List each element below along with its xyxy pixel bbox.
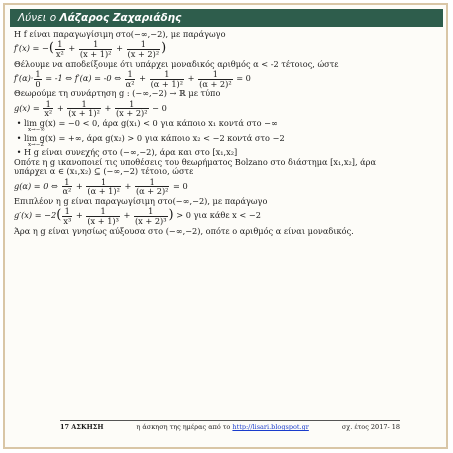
limit-subscript: x→−2 — [28, 142, 44, 149]
bullet-limit-minus-2: • lim g(x) = +∞, άρα g(x₂) > 0 για κάποιο x₂ < −2 κοντά στο −2 x→−2 — [14, 134, 439, 149]
equation-g: g(x) = $\frac{1}{\text{x²}}$ + $\frac{1}{\text{(x + 1)²}}$ + $\frac{1}{\text{(x + 2)²}}$ − 0 — [14, 98, 167, 119]
page-footer — [60, 420, 400, 431]
fraction: $\frac{1}{\text{(x + 2)²}}$ — [127, 39, 160, 60]
header-author: Λάζαρος Ζαχαριάδης — [59, 12, 182, 24]
fraction: $\frac{1}{\text{x²}}$ — [44, 98, 53, 119]
footer-exercise-number: 17 ΑΣΚΗΣΗ — [60, 423, 104, 431]
limit-subscript: x→−∞ — [28, 127, 45, 134]
line-goal: Θέλουμε να αποδείξουμε ότι υπάρχει μοναδικός αριθμός α < -2 τέτοιος, ώστε — [14, 58, 339, 69]
fraction: $\frac{1}{\text{α²}}$ — [62, 176, 72, 197]
bullet-icon: • — [16, 147, 22, 158]
line-derivative-intro: Η f είναι παραγωγίσιμη στο(−∞,−2), με παράγωγο — [14, 29, 226, 39]
footer-link[interactable]: http://lisari.blogspot.gr — [232, 423, 309, 431]
fraction: $\frac{1}{\text{x²}}$ — [55, 39, 64, 60]
fraction: $\frac{1}{\text{(x + 2)²}}$ — [115, 98, 148, 119]
equation-g-alpha: g(α) = 0 ⇔ $\frac{1}{\text{α²}}$ + $\frac{1}{\text{(α + 1)²}}$ + $\frac{1}{\text{(α + 2)²}}$ = 0 — [14, 176, 188, 197]
fraction: $\frac{1}{\text{(x + 1)³}}$ — [87, 206, 119, 226]
line-bolzano: Οπότε η g ικανοποιεί τις υποθέσεις του θεωρήματος Bolzano στο διάστημα [x₁,x₂], άρα — [14, 156, 377, 167]
equation-f-prime-alpha: f′(α)· $\frac{1}{0}$ = -1 ⇔ f′(α) = -0 ⇔ $\frac{1}{\text{α²}}$ + $\frac{1}{\text{(α + 1)²}}$ + $\frac{1}{\text{(α + 2)²}}$ = 0 — [14, 69, 251, 89]
equation-f-prime: f′(x) = −( $\frac{1}{\text{x²}}$ + $\frac{1}{\text{(x + 1)²}}$ + $\frac{1}{\text{(x + 2)²}}$ ) — [14, 39, 167, 60]
fraction: $\frac{1}{\text{(α + 2)²}}$ — [135, 176, 169, 197]
fraction: $\frac{1}{\text{(α + 2)²}}$ — [199, 69, 232, 89]
fraction: $\frac{1}{\text{(x + 2)³}}$ — [134, 206, 167, 226]
bullet-icon: • — [16, 132, 22, 143]
solver-header — [10, 9, 443, 27]
line-define-g: Θεωρούμε τη συνάρτηση g : (−∞,−2) → ℝ με τύπο — [14, 88, 221, 99]
bullet-continuity: • Η g είναι συνεχής στο (−∞,−2), άρα και στο [x₁,x₂] — [14, 148, 439, 157]
fraction: $\frac{1}{\text{(α + 1)²}}$ — [150, 69, 184, 89]
bullet-icon: • — [16, 117, 22, 128]
fraction: $\frac{1}{\text{(α + 1)²}}$ — [87, 176, 120, 197]
line-exists-alpha: υπάρχει α ∈ (x₁,x₂) ⊆ (−∞,−2) τέτοιο, ώστε — [14, 166, 194, 177]
footer-school-year: σχ. έτος 2017- 18 — [341, 423, 400, 431]
fraction: $\frac{1}{\text{α²}}$ — [125, 69, 135, 89]
equation-g-prime: g′(x) = −2( $\frac{1}{\text{x³}}$ + $\frac{1}{\text{(x + 1)³}}$ + $\frac{1}{\text{(x + 2)³}}$ ) > 0 για κάθε x < −2 — [14, 206, 261, 226]
header-prefix: Λύνει ο — [18, 12, 60, 24]
fraction: $\frac{1}{0}$ — [35, 69, 41, 89]
fraction: $\frac{1}{\text{(x + 1)²}}$ — [68, 98, 100, 119]
bullet-limit-minus-inf: • lim g(x) = −0 < 0, άρα g(x₁) < 0 για κάποιο x₁ κοντά στο −∞ x→−∞ — [14, 119, 439, 134]
solution-content — [14, 30, 439, 236]
footer-source: η άσκηση της ημέρας από το http://lisari.blogspot.gr — [136, 423, 309, 431]
fraction: $\frac{1}{\text{x³}}$ — [63, 206, 72, 226]
fraction: $\frac{1}{\text{(x + 1)²}}$ — [79, 39, 112, 60]
line-conclusion: Άρα η g είναι γνησίως αύξουσα στο (−∞,−2), οπότε ο αριθμός α είναι μοναδικός. — [14, 225, 354, 236]
line-g-derivative-intro: Επιπλέον η g είναι παραγωγίσιμη στο(−∞,−2), με παράγωγο — [14, 195, 268, 206]
